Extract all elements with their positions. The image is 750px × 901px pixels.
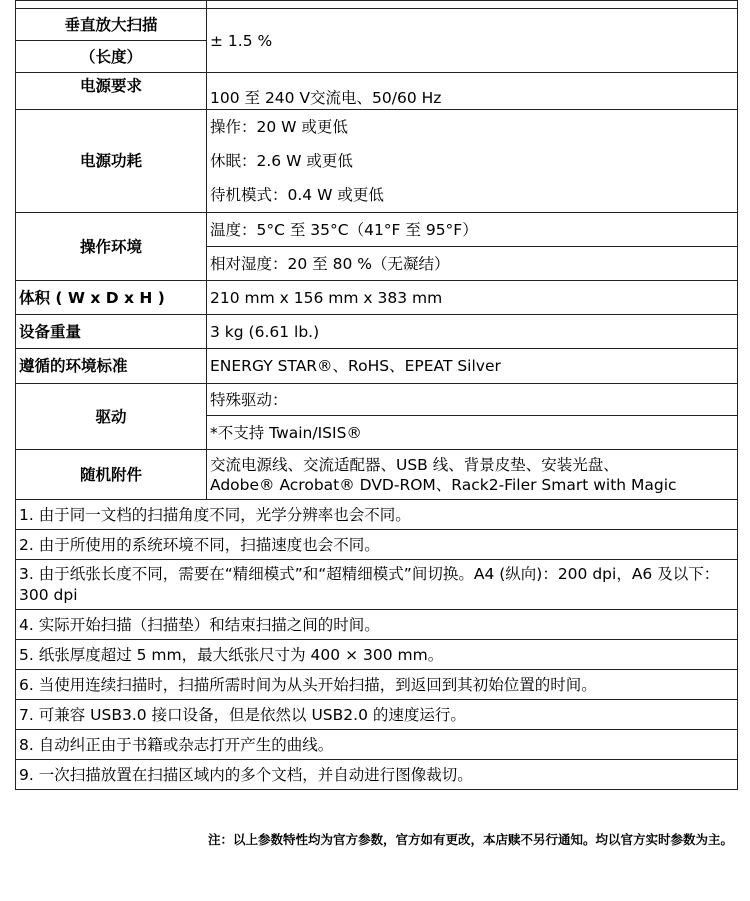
label-operating-env: 操作环境 [16,213,207,281]
value-power-op: 操作：20 W 或更低 [207,110,738,144]
label-length: （长度） [16,41,207,73]
row-dimensions [16,281,738,315]
label-weight: 设备重量 [16,315,207,349]
note-row-9 [16,760,738,790]
top-cell-left [16,1,207,9]
note-6: 6. 当使用连续扫描时，扫描所需时间为从头开始扫描，到返回到其初始位置的时间。 [16,670,738,700]
note-4: 4. 实际开始扫描（扫描垫）和结束扫描之间的时间。 [16,610,738,640]
footer-note: 注：以上参数特性均为官方参数，官方如有更改，本店赎不另行通知。均以官方实时参数为主。 [207,832,733,847]
row-power-req [16,73,738,110]
top-border-row [16,1,738,9]
label-accessories: 随机附件 [16,450,207,500]
label-driver: 驱动 [16,384,207,450]
note-2: 2. 由于所使用的系统环境不同，扫描速度也会不同。 [16,530,738,560]
note-8: 8. 自动纠正由于书籍或杂志打开产生的曲线。 [16,730,738,760]
note-row-3 [16,560,738,610]
note-5: 5. 纸张厚度超过 5 mm，最大纸张尺寸为 400 × 300 mm。 [16,640,738,670]
label-power-consumption: 电源功耗 [16,110,207,213]
label-env-standards: 遵循的环境标准 [16,349,207,384]
note-row-6 [16,670,738,700]
accessories-line-2: Adobe® Acrobat® DVD-ROM、Rack2-Filer Smart with Magic [210,475,677,494]
value-dimensions: 210 mm x 156 mm x 383 mm [207,281,738,315]
value-accessories [207,450,738,500]
label-power-req: 电源要求 [16,73,207,110]
note-row-5 [16,640,738,670]
accessories-line-1: 交流电源线、交流适配器、USB 线、背景皮垫、安装光盘、 [210,455,619,474]
label-dimensions: 体积 ( W x D x H ) [16,281,207,315]
row-operating-env-1 [16,213,738,247]
value-temperature: 温度：5°C 至 35°C（41°F 至 95°F） [207,213,738,247]
row-env-standards [16,349,738,384]
value-power-req: 100 至 240 V交流电、50/60 Hz [207,73,738,110]
top-cell-right [207,1,738,9]
value-power-sleep: 休眠：2.6 W 或更低 [207,144,738,178]
row-power-consumption-1 [16,110,738,144]
value-humidity: 相对湿度：20 至 80 %（无凝结） [207,247,738,281]
row-vertical-zoom [16,9,738,41]
note-3: 3. 由于纸张长度不同，需要在“精细模式”和“超精细模式”间切换。A4 (纵向)：200 dpi，A6 及以下：300 dpi [16,560,738,610]
note-row-7 [16,700,738,730]
row-accessories [16,450,738,500]
value-power-standby: 待机模式：0.4 W 或更低 [207,178,738,213]
label-vertical-zoom: 垂直放大扫描 [16,9,207,41]
row-driver-1 [16,384,738,416]
note-row-4 [16,610,738,640]
value-env-standards: ENERGY STAR®、RoHS、EPEAT Silver [207,349,738,384]
note-1: 1. 由于同一文档的扫描角度不同，光学分辨率也会不同。 [16,500,738,530]
note-row-1 [16,500,738,530]
value-driver-twain: *不支持 Twain/ISIS® [207,416,738,450]
row-weight [16,315,738,349]
value-vertical-zoom: ± 1.5 % [207,9,738,73]
spec-table [15,0,738,790]
note-7: 7. 可兼容 USB3.0 接口设备，但是依然以 USB2.0 的速度运行。 [16,700,738,730]
value-weight: 3 kg (6.61 lb.) [207,315,738,349]
value-driver-special: 特殊驱动： [207,384,738,416]
note-9: 9. 一次扫描放置在扫描区域内的多个文档，并自动进行图像裁切。 [16,760,738,790]
note-row-8 [16,730,738,760]
note-row-2 [16,530,738,560]
